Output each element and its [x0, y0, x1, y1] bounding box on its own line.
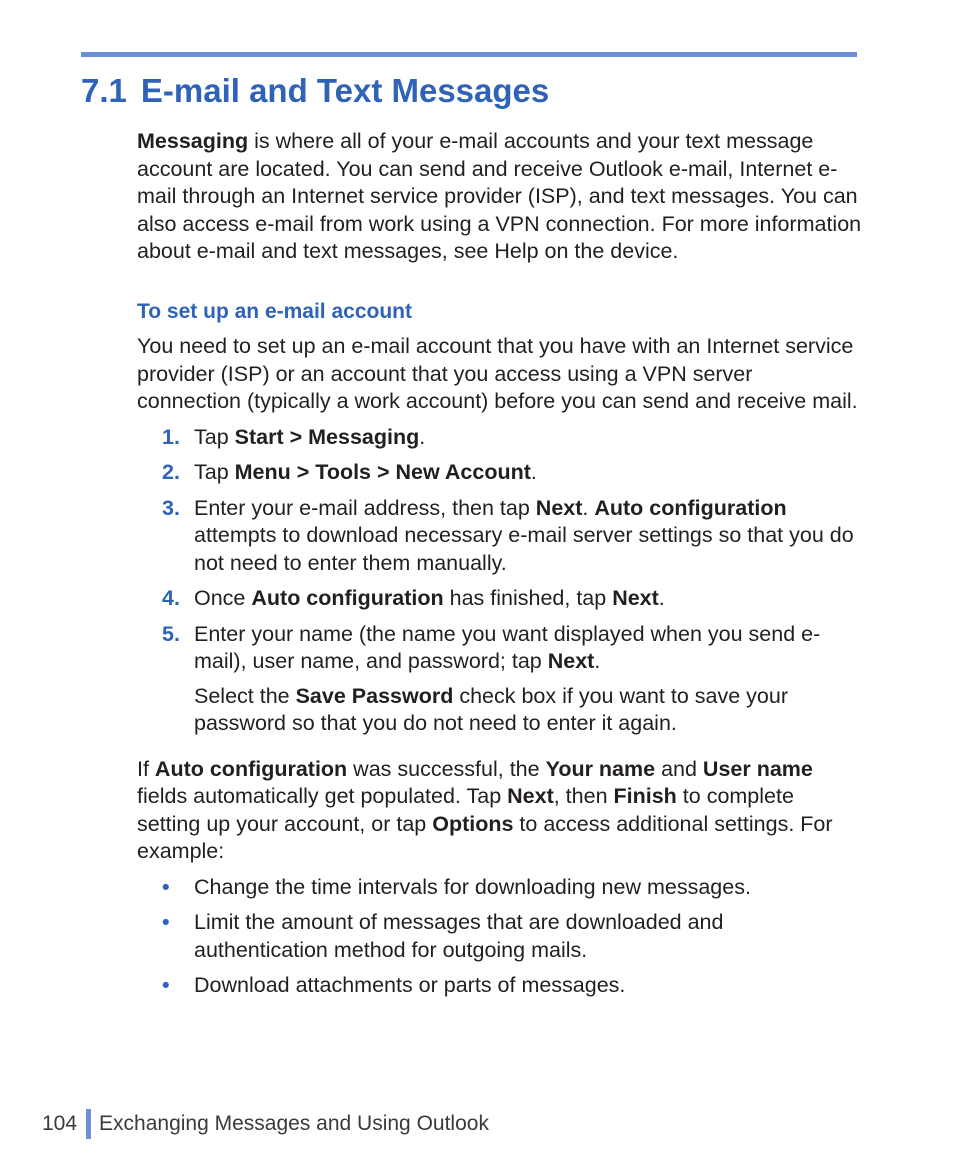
intro-text: is where all of your e-mail accounts and your text message account are located. You can send and receive Outlook e-mail, Internet e-mail through an Internet service provider (ISP), and text messages. You can also access e-mail from work using a VPN connection. For more information about e-mail and text messages, see Help on the device. — [137, 129, 862, 263]
bullet-text: Change the time intervals for downloading new messages. — [194, 874, 751, 899]
step-text — [194, 424, 862, 452]
bullet-text: Limit the amount of messages that are downloaded and authentication method for outgoing mails. — [194, 910, 724, 962]
bullet-item — [137, 909, 862, 964]
bold-term: Next — [547, 649, 595, 673]
text-run: was successful, the — [347, 756, 546, 781]
step-number: 1. — [162, 424, 180, 449]
bold-term: Next — [535, 495, 583, 520]
bold-term: Next — [507, 784, 554, 808]
bullet-dot: • — [162, 874, 170, 899]
text-run: Enter your name (the name you want displayed when you send e-mail), user name, and password; tap — [194, 621, 821, 673]
text-run: . — [658, 586, 665, 610]
step-text — [194, 495, 862, 578]
text-run: . — [419, 424, 426, 449]
text-run: to access additional settings. For example: — [137, 811, 833, 863]
bold-term: Options — [432, 811, 514, 836]
bullet-dot: • — [162, 910, 170, 934]
text-run: Enter your e-mail address, then tap — [194, 495, 536, 520]
text-run: . — [582, 495, 595, 520]
step-number: 3. — [162, 495, 180, 520]
bold-term: Auto configuration — [154, 756, 348, 781]
bullet-item — [137, 874, 862, 902]
text-run: has finished, tap — [443, 586, 613, 610]
step-text — [194, 621, 862, 676]
footer-divider — [86, 1109, 91, 1139]
text-run: fields automatically get populated. Tap — [137, 784, 508, 808]
text-run: and — [655, 756, 703, 781]
setup-intro: You need to set up an e-mail account that you have with an Internet service provider (ISP) or an account that you access using a VPN server connection (typically a work account) before you can send and receive mail. — [137, 334, 858, 413]
text-run: Tap — [194, 424, 235, 449]
setup-steps — [137, 424, 862, 738]
step-number: 5. — [162, 621, 180, 646]
section-number: 7.1 — [81, 72, 127, 109]
page-footer — [42, 1109, 489, 1139]
text-run: If — [137, 756, 155, 781]
text-run: to complete setting up your account, or tap — [137, 784, 794, 836]
bullet-item — [137, 972, 862, 1000]
bold-term: Finish — [613, 784, 677, 808]
section-title — [81, 72, 549, 110]
bold-term: Auto configuration — [251, 586, 444, 610]
section-title-text: E-mail and Text Messages — [140, 72, 550, 109]
bullet-text: Download attachments or parts of messages. — [194, 973, 626, 997]
text-run: . — [530, 460, 537, 484]
text-run: Tap — [194, 460, 235, 484]
bold-term: Menu > Tools > New Account — [234, 460, 531, 484]
text-run: check box if you want to save your password so that you do not need to enter it again. — [194, 683, 788, 735]
step-number: 2. — [162, 460, 180, 484]
bold-term: Auto configuration — [594, 495, 787, 520]
intro-paragraph — [137, 128, 862, 266]
bullet-dot: • — [162, 973, 170, 997]
text-run: , then — [553, 784, 614, 808]
top-rule — [81, 52, 857, 57]
after-paragraph — [137, 756, 862, 866]
step-item — [137, 585, 862, 613]
step-item — [137, 621, 862, 738]
text-run: Select the — [194, 683, 296, 708]
bold-term: Your name — [545, 756, 656, 781]
bold-term: User name — [702, 756, 813, 781]
bold-term: Start > Messaging — [234, 424, 420, 449]
page-number: 104 — [42, 1112, 78, 1135]
intro-lead: Messaging — [137, 129, 249, 153]
text-run: . — [594, 649, 601, 673]
text-run: Once — [194, 586, 252, 610]
step-text — [194, 585, 862, 613]
step-item — [137, 495, 862, 578]
text-run: attempts to download necessary e-mail server settings so that you do not need to enter them manually. — [194, 523, 854, 575]
step-text — [194, 459, 862, 487]
bold-term: Save Password — [295, 683, 454, 708]
options-bullets — [137, 874, 862, 1000]
step-item — [137, 459, 862, 487]
step-item — [137, 424, 862, 452]
setup-heading: To set up an e-mail account — [137, 299, 412, 323]
chapter-title: Exchanging Messages and Using Outlook — [99, 1112, 489, 1135]
bold-term: Next — [612, 586, 659, 610]
step-number: 4. — [162, 586, 180, 610]
page-content — [137, 128, 862, 1008]
step-note — [194, 683, 862, 738]
